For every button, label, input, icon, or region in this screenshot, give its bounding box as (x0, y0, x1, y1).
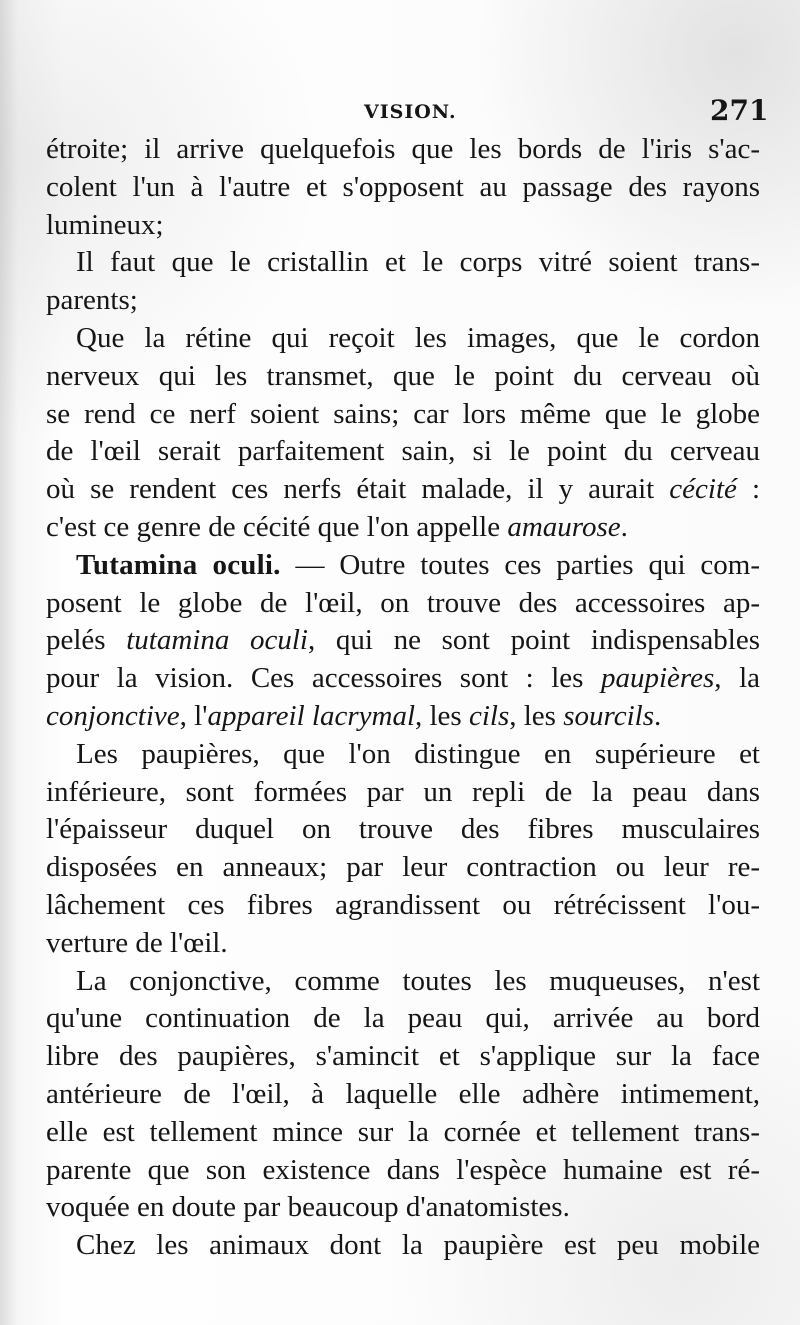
paragraph-start-line (46, 320, 760, 358)
text-line (46, 471, 760, 509)
text-line (46, 131, 760, 169)
text-segment: , les (509, 699, 564, 732)
text-segment: verture de l'œil. (46, 926, 228, 959)
text-segment: lumineux; (46, 208, 164, 241)
page-edge-shadow (0, 0, 18, 1325)
text-line (46, 698, 760, 736)
text-line (46, 433, 760, 471)
text-segment: , la (714, 662, 761, 695)
text-segment: qu'une continuation de la peau qui, arrivée au bord (46, 1002, 760, 1035)
body-text (46, 131, 760, 1265)
text-line (46, 660, 760, 698)
section-heading: Tutamina oculi. (76, 548, 281, 581)
text-segment: de l'œil serait parfaitement sain, si le point du cerveau (46, 435, 760, 468)
text-line (46, 585, 760, 623)
italic-term: sourcils (563, 699, 654, 732)
text-line (46, 169, 760, 207)
italic-term: paupières (601, 662, 715, 695)
italic-term: appareil lacrymal (207, 699, 415, 732)
text-line (46, 1152, 760, 1190)
text-segment: pelés (46, 624, 127, 657)
text-segment: : (736, 473, 760, 506)
italic-term: tutamina oculi (126, 624, 308, 657)
running-head: VISION. (364, 101, 457, 123)
page-number: 271 (710, 94, 769, 127)
text-segment: posent le globe de l'œil, on trouve des accessoires ap- (46, 586, 760, 619)
text-segment: c'est ce genre de cécité que l'on appelle (46, 510, 508, 543)
text-segment: parents; (46, 284, 138, 317)
text-line (46, 358, 760, 396)
text-segment: disposées en anneaux; par leur contraction ou leur re- (46, 851, 760, 884)
text-line (46, 1189, 760, 1227)
paragraph-start-line (46, 736, 760, 774)
italic-term: amaurose (507, 510, 621, 543)
text-segment: parente que son existence dans l'espèce humaine est ré- (46, 1153, 760, 1186)
text-segment: La conjonctive, comme toutes les muqueuses, n'est (76, 964, 760, 997)
page-header (0, 94, 800, 134)
italic-term: cécité (669, 473, 737, 506)
text-segment: se rend ce nerf soient sains; car lors même que le globe (46, 397, 760, 430)
text-line (46, 849, 760, 887)
text-line (46, 811, 760, 849)
text-segment: étroite; il arrive quelquefois que les bords de l'iris s'ac- (46, 133, 760, 165)
text-segment: — Outre toutes ces parties qui com- (280, 548, 760, 581)
text-segment: libre des paupières, s'amincit et s'applique sur la face (46, 1040, 760, 1073)
text-line (46, 887, 760, 925)
text-line (46, 207, 760, 245)
text-segment: Que la rétine qui reçoit les images, que le cordon (76, 321, 760, 354)
text-line (46, 925, 760, 963)
text-line (46, 509, 760, 547)
text-segment: , qui ne sont point indispensables (307, 624, 760, 657)
text-line (46, 282, 760, 320)
text-segment: Chez les animaux dont la paupière est peu mobile (76, 1229, 760, 1262)
paragraph-start-line (46, 244, 760, 282)
text-segment: . (620, 510, 628, 543)
text-segment: où se rendent ces nerfs était malade, il y aurait (46, 473, 670, 506)
text-segment: antérieure de l'œil, à laquelle elle adhère intimement, (46, 1077, 760, 1110)
text-line (46, 1038, 760, 1076)
text-segment: colent l'un à l'autre et s'opposent au passage des rayons (46, 170, 760, 203)
text-segment: Il faut que le cristallin et le corps vitré soient trans- (76, 246, 760, 279)
text-segment: l'épaisseur duquel on trouve des fibres musculaires (46, 813, 760, 846)
text-line (46, 622, 760, 660)
text-segment: . (654, 699, 662, 732)
text-segment: , les (415, 699, 469, 732)
text-segment: nerveux qui les transmet, que le point du cerveau où (46, 359, 760, 392)
text-line (46, 774, 760, 812)
text-line (46, 1000, 760, 1038)
text-line (46, 396, 760, 434)
text-segment: elle est tellement mince sur la cornée et tellement trans- (46, 1115, 760, 1148)
text-segment: inférieure, sont formées par un repli de la peau dans (46, 775, 760, 808)
text-segment: , l' (179, 699, 208, 732)
text-segment: lâchement ces fibres agrandissent ou rétrécissent l'ou- (46, 888, 760, 921)
paragraph-start-line (46, 963, 760, 1001)
text-line (46, 1114, 760, 1152)
italic-term: conjonctive (46, 699, 180, 732)
text-segment: Les paupières, que l'on distingue en supérieure et (76, 737, 760, 770)
text-line (46, 1076, 760, 1114)
paragraph-start-line (46, 547, 760, 585)
text-segment: voquée en doute par beaucoup d'anatomistes. (46, 1191, 570, 1224)
italic-term: cils (468, 699, 510, 732)
paragraph-start-line (46, 1227, 760, 1265)
text-segment: pour la vision. Ces accessoires sont : les (46, 662, 601, 695)
